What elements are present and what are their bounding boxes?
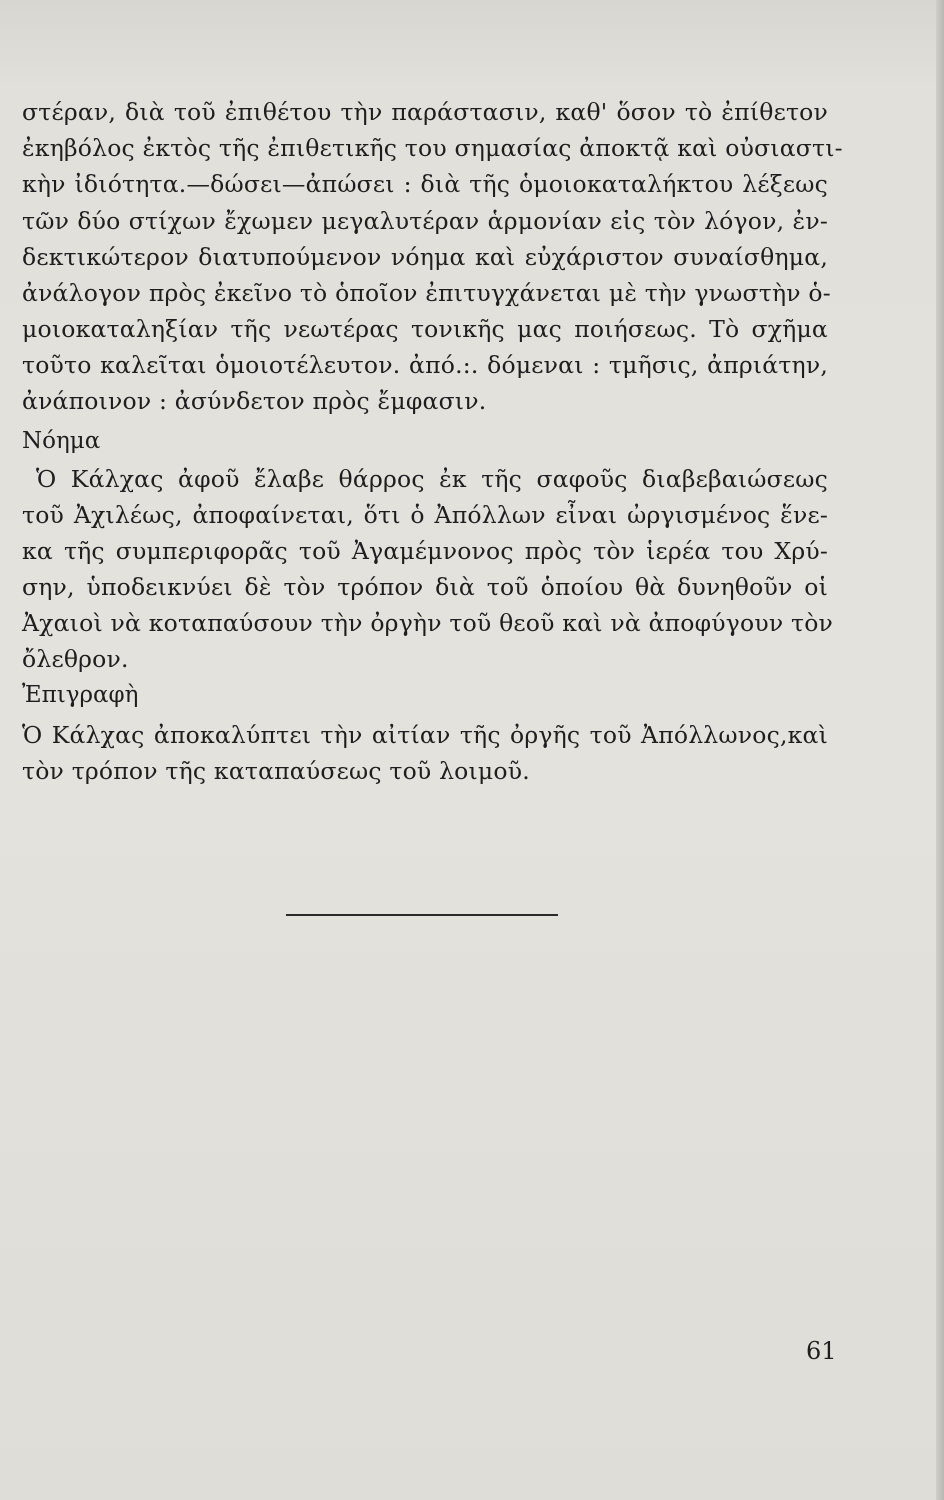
page-number: 61 — [806, 1337, 837, 1365]
text-line: Ὁ Κάλχας ἀφοῦ ἔλαβε θάρρος ἐκ τῆς σαφοῦς διαβεβαιώσεως — [36, 465, 828, 493]
text-line: δεκτικώτερον διατυπούμενον νόημα καὶ εὐχάριστον συναίσθημα, — [22, 243, 828, 271]
text-line: ἀνάλογον πρὸς ἐκεῖνο τὸ ὁποῖον ἐπιτυγχάνεται μὲ τὴν γνωστὴν ὁ- — [22, 279, 831, 307]
text-line: τῶν δύο στίχων ἔχωμεν μεγαλυτέραν ἁρμονίαν εἰς τὸν λόγον, ἐν- — [22, 207, 828, 235]
text-line: μοιοκαταληξίαν τῆς νεωτέρας τονικῆς μας ποιήσεως. Τὸ σχῆμα — [22, 315, 828, 343]
text-line: ἐκηβόλος ἐκτὸς τῆς ἐπιθετικῆς του σημασίας ἀποκτᾷ καὶ οὐσιαστι- — [22, 134, 843, 162]
section-heading: Ἐπιγραφὴ — [22, 682, 139, 708]
text-line: Ἀχαιοὶ νὰ κοταπαύσουν τὴν ὀργὴν τοῦ θεοῦ καὶ νὰ ἀποφύγουν τὸν — [22, 609, 834, 637]
text-line: κὴν ἰδιότητα.—δώσει—ἀπώσει : διὰ τῆς ὁμοιοκαταλήκτου λέξεως — [22, 170, 828, 198]
page-edge — [936, 0, 944, 1500]
text-line: κα τῆς συμπεριφορᾶς τοῦ Ἀγαμέμνονος πρὸς τὸν ἱερέα του Χρύ- — [22, 537, 828, 565]
section-heading: Νόημα — [22, 428, 101, 454]
text-line: Ὁ Κάλχας ἀποκαλύπτει τὴν αἰτίαν τῆς ὀργῆς τοῦ Ἀπόλλωνος,καὶ — [22, 721, 828, 749]
text-line: στέραν, διὰ τοῦ ἐπιθέτου τὴν παράστασιν, καθ' ὅσον τὸ ἐπίθετον — [22, 98, 828, 126]
text-line: τὸν τρόπον τῆς καταπαύσεως τοῦ λοιμοῦ. — [22, 757, 530, 785]
text-line: σην, ὑποδεικνύει δὲ τὸν τρόπον διὰ τοῦ ὁποίου θὰ δυνηθοῦν οἱ — [22, 573, 828, 601]
horizontal-rule — [286, 914, 558, 916]
text-line: ὄλεθρον. — [22, 645, 129, 673]
text-line: τοῦ Ἀχιλέως, ἀποφαίνεται, ὅτι ὁ Ἀπόλλων εἶναι ὠργισμένος ἕνε- — [22, 501, 828, 529]
text-line: ἀνάποινον : ἀσύνδετον πρὸς ἔμφασιν. — [22, 387, 487, 415]
text-line: τοῦτο καλεῖται ὁμοιοτέλευτον. ἀπό.:. δόμεναι : τμῆσις, ἀπριάτην, — [22, 351, 828, 379]
